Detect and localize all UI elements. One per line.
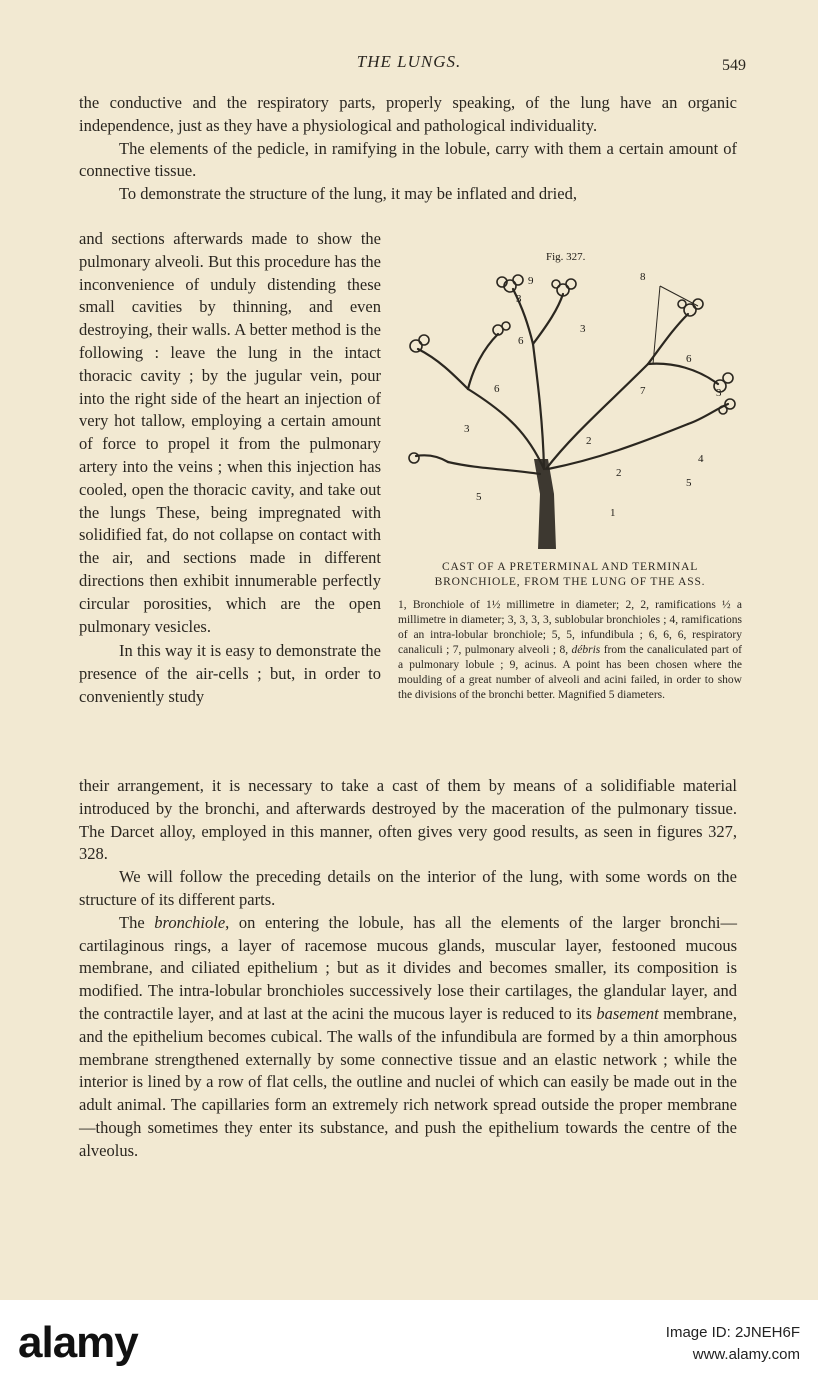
figure-caption: CAST OF A PRETERMINAL AND TERMINAL BRONCHIOLE, FROM THE LUNG OF THE ASS. xyxy=(434,561,706,588)
page-number: 549 xyxy=(722,57,746,74)
branch-left xyxy=(468,389,544,469)
acinus-outline xyxy=(660,286,698,306)
branch-right xyxy=(546,364,648,469)
num-2b: 2 xyxy=(616,467,622,479)
num-3b: 3 xyxy=(580,323,586,335)
figure-label: Fig. 327. xyxy=(546,251,586,263)
running-title: THE LUNGS. xyxy=(356,52,462,71)
num-6b: 6 xyxy=(686,353,692,365)
figure-327 xyxy=(398,244,742,556)
paragraph-1: the conductive and the respiratory parts, properly speaking, of the lung have an organic independence, just as they have a physiological and pathological individuality. xyxy=(79,93,737,135)
num-1: 1 xyxy=(610,507,616,519)
num-5a: 5 xyxy=(476,491,482,503)
num-8: 8 xyxy=(640,271,646,283)
num-3d: 3 xyxy=(716,387,722,399)
num-5b: 5 xyxy=(686,477,692,489)
twig-2 xyxy=(533,294,563,344)
paragraph-5: We will follow the preceding details on the interior of the lung, with some words on the structure of its different parts. xyxy=(79,867,737,909)
twig-3 xyxy=(418,349,468,389)
legend-text-b: from the canaliculated part of a pulmonary lobule ; 9, acinus. A point has been chosen where the moulding of a great number of alveoli and acini failed, in order to show the divisions of the bronchi better. Magnified 5 diameters. xyxy=(398,644,742,701)
body-top xyxy=(79,92,737,206)
num-4: 4 xyxy=(698,453,704,465)
alveoli-clusters xyxy=(409,275,735,463)
num-3a: 3 xyxy=(516,293,522,305)
p6-text-b: , on entering the lobule, has all the elements of the larger bronchi—cartilaginous rings, a layer of racemose mucous glands, muscular layer, festooned mucous membrane, and ciliated epithelium ; but as it divides and becomes smaller, its composition is modified. The intra-lobular bronchioles successively lose their cartilages, the glandular layer, and the contractile layer, and at last at the acini the mucous layer is reduced to its xyxy=(79,912,738,1023)
num-6a: 6 xyxy=(518,335,524,347)
num-9: 9 xyxy=(528,275,534,287)
paragraph-2: The elements of the pedicle, in ramifying in the lobule, carry with them a certain amount of connective tissue. xyxy=(79,138,737,181)
twig-4 xyxy=(468,334,498,389)
image-id: Image ID: 2JNEH6F xyxy=(665,1324,800,1341)
paragraph-3-wrapped: and sections afterwards made to show the pulmonary alveoli. But this procedure has the inconvenience of unduly distending these small cavities by thinning, and even destroying, their walls. A better method is the following : leave the lung in the intact thoracic cavity ; by the jugular vein, pour into the right side of the heart an injection of very hot tallow, employing a certain amount of force to propel it from the pulmonary artery into the veins ; when this injection has cooled, open the thoracic cavity, and take out the lungs These, being impregnated with solidified fat, do not collapse on contact with the air, and sections made in different directions then exhibit innumerable perfectly circular porosities, which are the open pulmonary vesicles. xyxy=(79,229,381,636)
image-id-block xyxy=(600,1322,800,1366)
num-3c: 3 xyxy=(464,423,470,435)
num-7: 7 xyxy=(640,385,646,397)
legend-text-a: 1, Bronchiole of 1½ millimetre in diameter; 2, 2, ramifications ½ a millimetre in diameter; 3, 3, 3, 3, sublobular bronchioles ; 4, ramifications of an intra-lobular bronchiole; 5, 5, infundibula ; 6, 6, 6, respiratory canaliculi ; 7, pulmonary alveoli ; 8, xyxy=(398,599,742,656)
figure-legend xyxy=(398,598,742,703)
alamy-logo: alamy xyxy=(18,1318,138,1367)
twig-6 xyxy=(648,364,718,384)
branch-left-low xyxy=(448,462,540,474)
p6-italic-basement: basement xyxy=(596,1003,659,1023)
body-wrapped-column xyxy=(79,228,381,709)
p6-text-c: membrane, and the epithelium becomes cubical. The walls of the infundibula are formed by a thin amorphous membrane strengthened externally by some connective tissue and an elastic network ; while the interior is lined by a row of flat cells, the outline and nuclei of which can easily be made out in the adult animal. The capillaries form an extremely rich network spread outside the proper membrane—though sometimes they enter its substance, and push the epithelium towards the centre of the alveolus. xyxy=(79,1003,737,1160)
branch-right-low xyxy=(548,424,688,469)
paragraph-4-wrapped: In this way it is easy to demonstrate the presence of the air-cells ; but, in order to conveniently study xyxy=(79,641,381,706)
num-6c: 6 xyxy=(494,383,500,395)
paragraph-3-first-line: To demonstrate the structure of the lung, it may be inflated and dried, xyxy=(119,184,577,204)
legend-italic: débris xyxy=(571,644,601,656)
body-bottom xyxy=(79,775,737,1163)
bronchiole-cast-illustration xyxy=(398,244,742,556)
p6-text-a: The xyxy=(119,912,155,932)
paragraph-6 xyxy=(79,912,737,1163)
paragraph-4-continued: their arrangement, it is necessary to take a cast of them by means of a solidifiable material introduced by the bronchi, and afterwards destroyed by the maceration of the pulmonary tissue. The Darcet alloy, employed in this manner, often gives very good results, as seen in figures 327, 328. xyxy=(79,776,737,864)
site-url: www.alamy.com xyxy=(692,1346,800,1363)
p6-italic-bronchiole: bronchiole xyxy=(154,912,226,932)
twig-8 xyxy=(416,455,448,462)
num-2a: 2 xyxy=(586,435,592,447)
